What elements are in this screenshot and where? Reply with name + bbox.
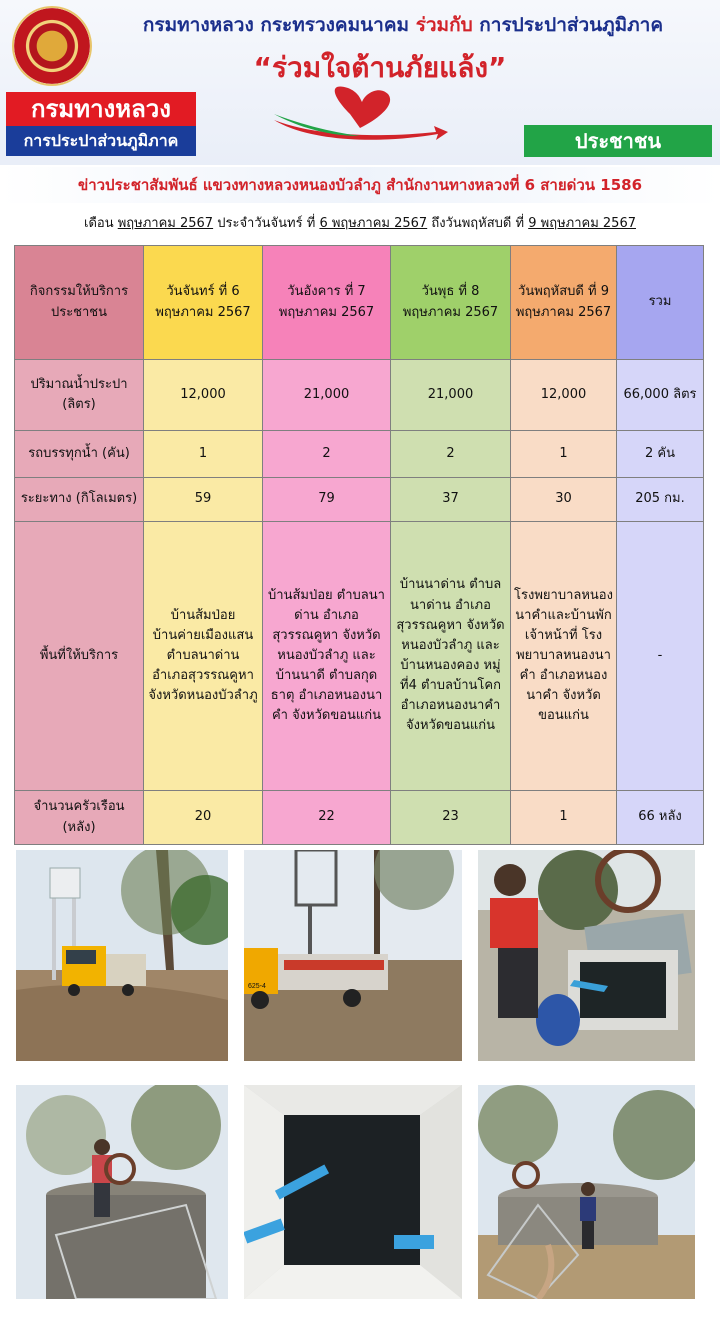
table-cell: 23 <box>391 791 511 845</box>
table-row-area <box>15 522 704 791</box>
row-label-distance: ระยะทาง (กิโลเมตร) <box>15 478 144 522</box>
dateline-to: 9 พฤษภาคม 2567 <box>528 216 636 231</box>
people-label: ประชาชน <box>524 125 712 157</box>
photo-worker-on-tank <box>16 1085 228 1299</box>
table-cell: 12,000 <box>144 360 263 431</box>
heart-arrow-icon <box>270 84 450 154</box>
row-label-households: จำนวนครัวเรือน (หลัง) <box>15 791 144 845</box>
department-of-highways-label: กรมทางหลวง <box>6 92 196 126</box>
table-cell-total: - <box>617 522 704 791</box>
dateline-prefix: เดือน <box>84 216 118 231</box>
table-cell: โรงพยาบาลหนองนาคำและบ้านพักเจ้าหน้าที่ โรงพยาบาลหนองนาคำ อำเภอหนองนาคำ จังหวัดขอนแก่น <box>511 522 617 791</box>
table-cell: 79 <box>263 478 391 522</box>
dateline-mid2: ถึงวันพฤหัสบดี ที่ <box>427 216 529 231</box>
table-cell: 21,000 <box>263 360 391 431</box>
table-cell: 2 <box>391 431 511 478</box>
campaign-slogan: “ร่วมใจต้านภัยแล้ง” <box>253 51 507 84</box>
table-cell: 1 <box>144 431 263 478</box>
table-cell-total: 66,000 ลิตร <box>617 360 704 431</box>
table-cell: 21,000 <box>391 360 511 431</box>
photo-truck-side <box>244 850 462 1061</box>
photo-officer-beside-tank <box>478 1085 695 1299</box>
header-banner <box>0 0 720 165</box>
truck-plate: 625-4 <box>248 983 266 990</box>
pwa-label: การประปาส่วนภูมิภาค <box>6 126 196 156</box>
photo-truck-at-tower <box>16 850 228 1061</box>
row-label-area: พื้นที่ให้บริการ <box>15 522 144 791</box>
header-title-part1: กรมทางหลวง กระทรวงคมนาคม <box>142 14 410 36</box>
header-wednesday: วันพุธ ที่ 8 พฤษภาคม 2567 <box>391 246 511 360</box>
table-cell: 1 <box>511 791 617 845</box>
table-header-row <box>15 246 704 360</box>
table-row-trucks <box>15 431 704 478</box>
table-cell: 1 <box>511 431 617 478</box>
table-cell: 20 <box>144 791 263 845</box>
header-title <box>98 10 708 40</box>
header-title-part2: ร่วมกับ <box>415 14 473 36</box>
dateline-mid: ประจำวันจันทร์ ที่ <box>213 216 320 231</box>
header-total: รวม <box>617 246 704 360</box>
dateline-month: พฤษภาคม 2567 <box>117 216 214 231</box>
table-row-distance <box>15 478 704 522</box>
header-tuesday: วันอังคาร ที่ 7 พฤษภาคม 2567 <box>263 246 391 360</box>
table-cell-total: 66 หลัง <box>617 791 704 845</box>
table-cell: 22 <box>263 791 391 845</box>
department-seal-logo <box>14 8 90 84</box>
service-table <box>14 245 704 845</box>
photo-officer-at-tank <box>478 850 695 1061</box>
header-monday: วันจันทร์ ที่ 6 พฤษภาคม 2567 <box>144 246 263 360</box>
date-range-line <box>0 210 720 238</box>
table-row-households <box>15 791 704 845</box>
photo-pipe-in-tank <box>244 1085 462 1299</box>
table-cell: 37 <box>391 478 511 522</box>
table-cell: 12,000 <box>511 360 617 431</box>
row-label-water: ปริมาณน้ำประปา (ลิตร) <box>15 360 144 431</box>
header-title-part3: การประปาส่วนภูมิภาค <box>479 14 664 36</box>
header-thursday: วันพฤหัสบดี ที่ 9 พฤษภาคม 2567 <box>511 246 617 360</box>
dateline-from: 6 พฤษภาคม 2567 <box>319 216 428 231</box>
table-cell: 59 <box>144 478 263 522</box>
table-cell: 2 <box>263 431 391 478</box>
table-cell: 30 <box>511 478 617 522</box>
table-cell: บ้านส้มป่อย บ้านค่ายเมืองแสน ตำบลนาด่าน อำเภอสุวรรณคูหา จังหวัดหนองบัวลำภู <box>144 522 263 791</box>
row-label-trucks: รถบรรทุกน้ำ (คัน) <box>15 431 144 478</box>
table-cell: บ้านนาด่าน ตำบลนาด่าน อำเภอสุวรรณคูหา จังหวัดหนองบัวลำภู และบ้านหนองคอง หมู่ที่4 ตำบลบ้านโคก อำเภอหนองนาคำ จังหวัดขอนแก่น <box>391 522 511 791</box>
header-activity: กิจกรรมให้บริการประชาชน <box>15 246 144 360</box>
table-cell: บ้านส้มป่อย ตำบลนาด่าน อำเภอสุวรรณคูหา จังหวัดหนองบัวลำภู และบ้านนาดี ตำบลกุดธาตุ อำเภอหนองนาคำ จังหวัดขอนแก่น <box>263 522 391 791</box>
news-title: ข่าวประชาสัมพันธ์ แขวงทางหลวงหนองบัวลำภู สำนักงานทางหลวงที่ 6 สายด่วน 1586 <box>0 167 720 203</box>
table-cell-total: 205 กม. <box>617 478 704 522</box>
table-cell-total: 2 คัน <box>617 431 704 478</box>
table-row-water <box>15 360 704 431</box>
